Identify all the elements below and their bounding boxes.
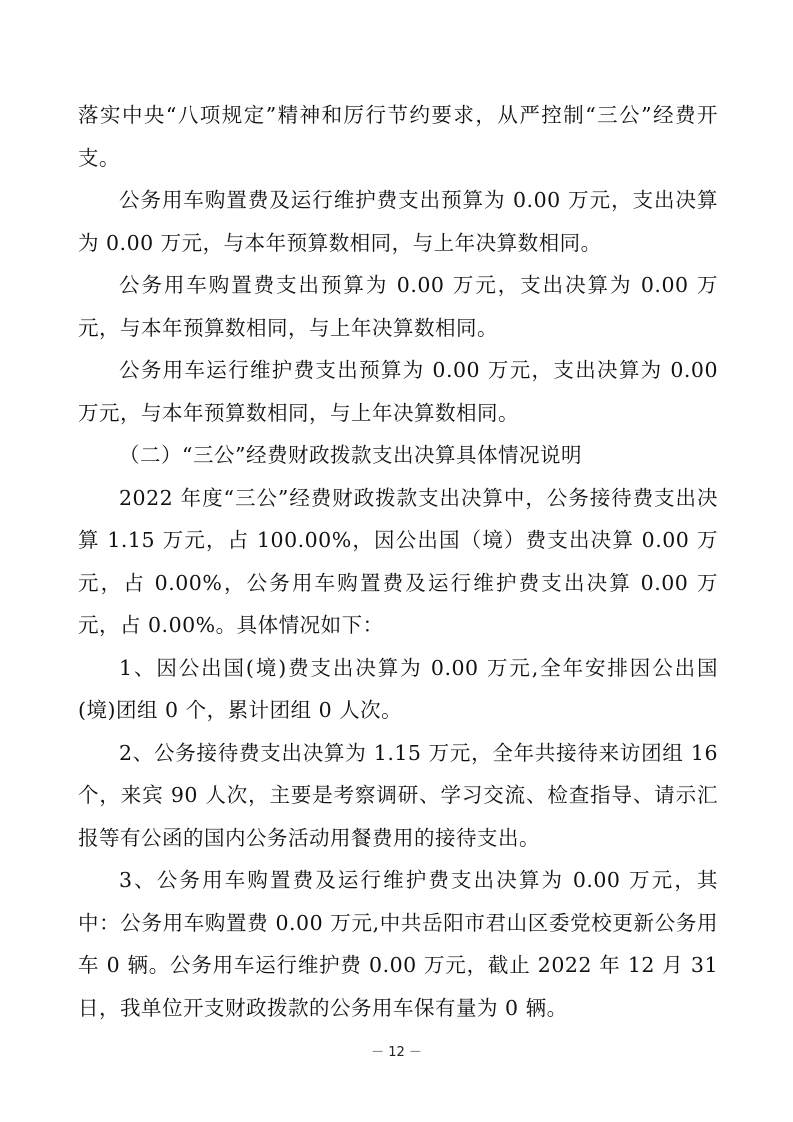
paragraph: 2、公务接待费支出决算为 1.15 万元，全年共接待来访团组 16 个，来宾 90 人次，主要是考察调研、学习交流、检查指导、请示汇报等有公函的国内公务活动用餐费用的接待支出。	[78, 740, 718, 850]
body-text	[78, 94, 718, 1029]
paragraph: 3、公务用车购置费及运行维护费支出决算为 0.00 万元，其中：公务用车购置费 0.00 万元,中共岳阳市君山区委党校更新公务用车 0 辆。公务用车运行维护费 0.00 万元，截止 2022 年 12 月 31 日，我单位开支财政拨款的公务用车保有量为 0 辆。	[78, 868, 718, 1020]
section-heading: （二）“三公”经费财政拨款支出决算具体情况说明	[119, 443, 582, 467]
paragraph: 公务用车购置费支出预算为 0.00 万元，支出决算为 0.00 万元，与本年预算数相同，与上年决算数相同。	[78, 273, 718, 340]
paragraph: 公务用车运行维护费支出预算为 0.00 万元，支出决算为 0.00 万元，与本年预算数相同，与上年决算数相同。	[78, 358, 718, 425]
paragraph: 落实中央“八项规定”精神和厉行节约要求，从严控制“三公”经费开支。	[78, 103, 718, 170]
paragraph: 1、因公出国(境)费支出决算为 0.00 万元,全年安排因公出国(境)团组 0 个，累计团组 0 人次。	[78, 655, 718, 722]
paragraph: 公务用车购置费及运行维护费支出预算为 0.00 万元，支出决算为 0.00 万元，与本年预算数相同，与上年决算数相同。	[78, 188, 718, 255]
page-number: － 12 －	[371, 1045, 422, 1060]
paragraph: 2022 年度“三公”经费财政拨款支出决算中，公务接待费支出决算 1.15 万元，占 100.00%，因公出国（境）费支出决算 0.00 万元，占 0.00%，公务用车购置费及运行维护费支出决算 0.00 万元，占 0.00%。具体情况如下：	[78, 485, 718, 637]
